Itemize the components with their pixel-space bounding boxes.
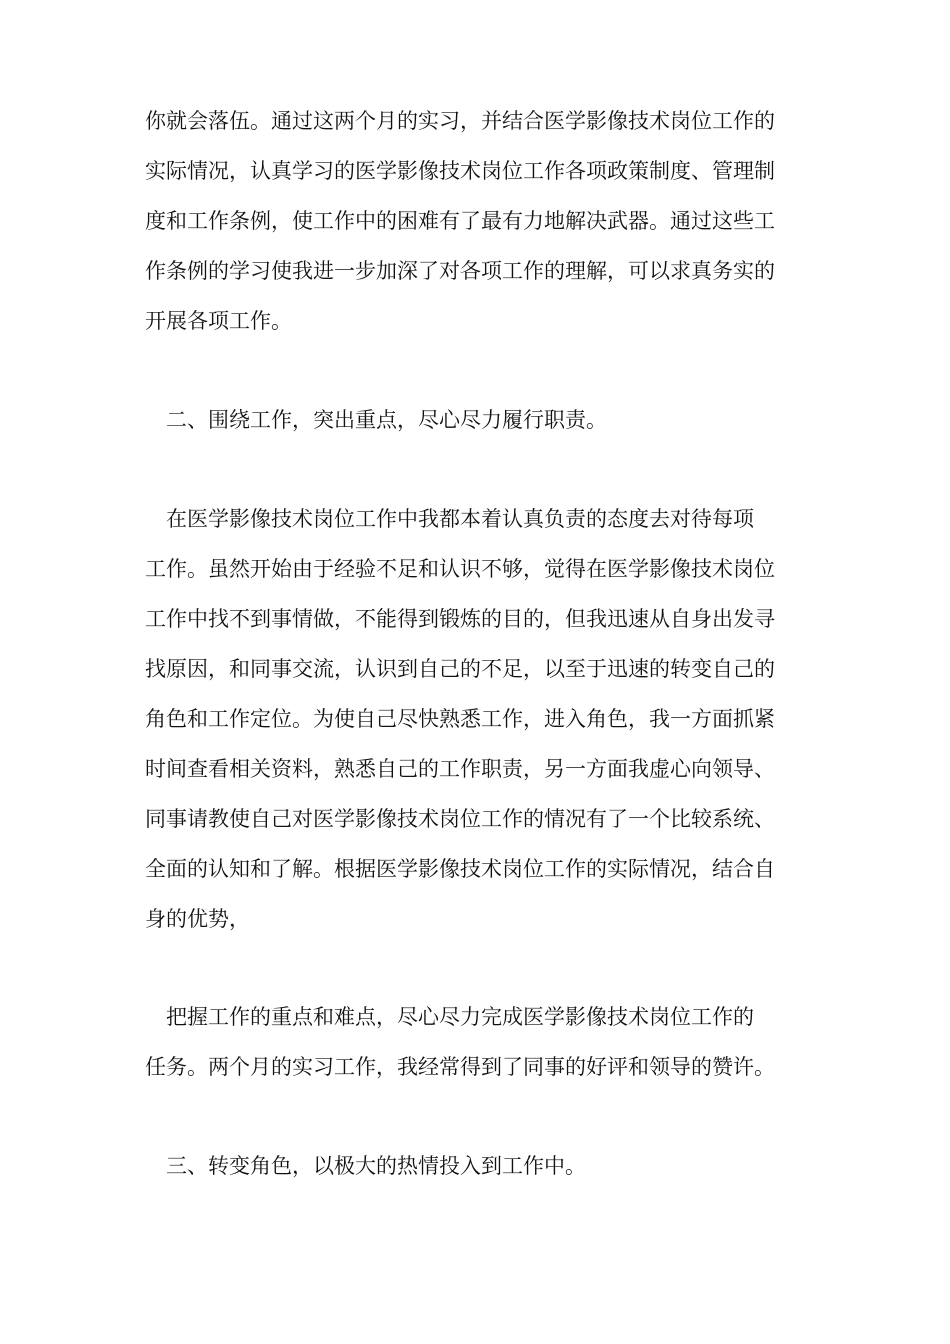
text-line: 身的优势， — [145, 907, 250, 931]
text-line: 任务。两个月的实习工作，我经常得到了同事的好评和领导的赞许。 — [145, 1055, 775, 1079]
text-line: 角色和工作定位。为使自己尽快熟悉工作，进入角色，我一方面抓紧 — [145, 707, 775, 731]
text-line: 在医学影像技术岗位工作中我都本着认真负责的态度去对待每项 — [145, 507, 754, 531]
heading-line: 三、转变角色，以极大的热情投入到工作中。 — [145, 1154, 586, 1178]
text-line: 同事请教使自己对医学影像技术岗位工作的情况有了一个比较系统、 — [145, 807, 775, 831]
text-line: 实际情况，认真学习的医学影像技术岗位工作各项政策制度、管理制 — [145, 159, 775, 183]
heading-line: 二、围绕工作，突出重点，尽心尽力履行职责。 — [145, 408, 607, 432]
text-line: 开展各项工作。 — [145, 309, 292, 333]
section-heading-3 — [145, 1141, 586, 1191]
text-line: 作条例的学习使我进一步加深了对各项工作的理解，可以求真务实的 — [145, 259, 775, 283]
paragraph-section-2-continued — [145, 992, 775, 1092]
text-line: 度和工作条例，使工作中的困难有了最有力地解决武器。通过这些工 — [145, 209, 775, 233]
text-line: 找原因，和同事交流，认识到自己的不足，以至于迅速的转变自己的 — [145, 657, 775, 681]
text-line: 工作中找不到事情做，不能得到锻炼的目的，但我迅速从自身出发寻 — [145, 607, 775, 631]
text-line: 你就会落伍。通过这两个月的实习，并结合医学影像技术岗位工作的 — [145, 109, 775, 133]
text-line: 全面的认知和了解。根据医学影像技术岗位工作的实际情况，结合自 — [145, 857, 775, 881]
paragraph-section-2-body — [145, 494, 775, 944]
paragraph-intro-continued — [145, 96, 775, 346]
text-line: 时间查看相关资料，熟悉自己的工作职责，另一方面我虚心向领导、 — [145, 757, 775, 781]
text-line: 把握工作的重点和难点，尽心尽力完成医学影像技术岗位工作的 — [145, 1005, 754, 1029]
text-line: 工作。虽然开始由于经验不足和认识不够，觉得在医学影像技术岗位 — [145, 557, 775, 581]
section-heading-2 — [145, 395, 607, 445]
